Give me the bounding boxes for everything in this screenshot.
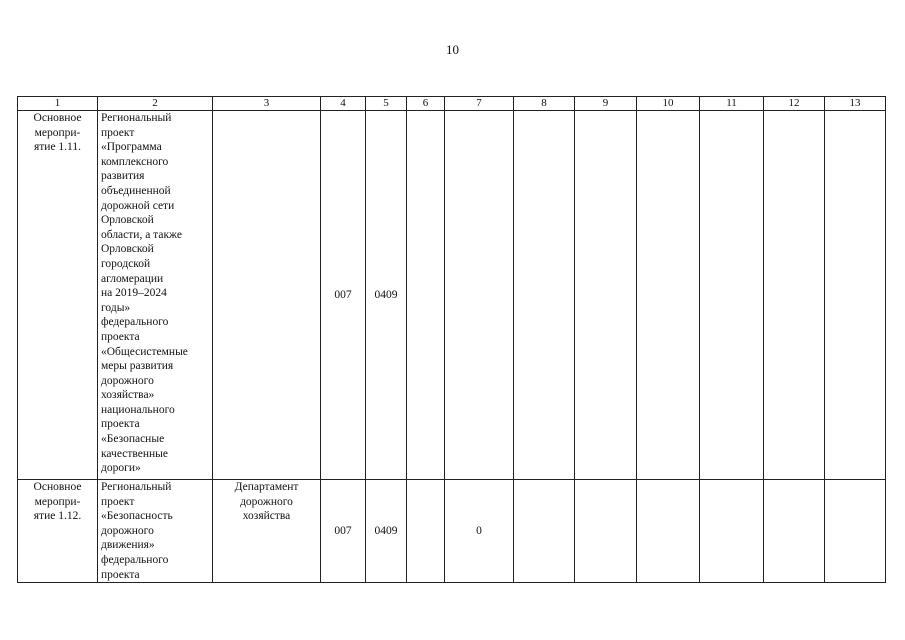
cell-text-line: «Безопасность xyxy=(101,510,173,523)
cell-text-line: области, а также xyxy=(101,228,182,241)
measure-name-cell xyxy=(18,480,98,583)
executor-cell xyxy=(213,111,321,480)
value-cell xyxy=(407,480,445,583)
empty-cell xyxy=(637,480,700,583)
cell-text-line: Региональный xyxy=(101,481,172,493)
column-header: 11 xyxy=(700,97,764,111)
header-row xyxy=(18,97,886,111)
executor-cell xyxy=(213,480,321,583)
column-header: 4 xyxy=(321,97,366,111)
cell-text-line: федерального xyxy=(101,316,169,329)
cell-text-line: хозяйства xyxy=(242,510,291,523)
section-cell: 0409 xyxy=(366,111,407,480)
code-cell: 007 xyxy=(321,480,366,583)
cell-text-line: Орловской xyxy=(101,243,154,256)
cell-text-line: федерального xyxy=(101,553,169,566)
column-header: 1 xyxy=(18,97,98,111)
empty-cell xyxy=(514,111,575,480)
page-number: 10 xyxy=(446,42,459,57)
cell-text-line: «Программа xyxy=(101,141,162,154)
measure-description-cell xyxy=(98,480,213,583)
cell-text-line: Основное xyxy=(33,481,82,493)
value-cell: 0 xyxy=(445,480,514,583)
cell-text-line: хозяйства» xyxy=(101,389,155,402)
cell-text-line: «Общесистемные xyxy=(101,345,188,358)
cell-text-line: проекта xyxy=(101,330,140,343)
measure-description-cell xyxy=(98,111,213,480)
cell-text-line: дорожной сети xyxy=(101,199,175,212)
cell-text-line: Орловской xyxy=(101,214,154,227)
value-cell xyxy=(407,111,445,480)
column-header: 7 xyxy=(445,97,514,111)
cell-text-line: национального xyxy=(101,403,175,416)
section-cell: 0409 xyxy=(366,480,407,583)
cell-text-line: комплексного xyxy=(101,155,169,168)
cell-text-line: ятие 1.11. xyxy=(33,141,82,154)
table-row xyxy=(18,480,886,583)
cell-text-line: агломерации xyxy=(101,272,164,285)
column-header: 13 xyxy=(825,97,886,111)
cell-text-line: «Безопасные xyxy=(101,433,165,446)
column-header: 12 xyxy=(764,97,825,111)
column-header: 9 xyxy=(575,97,637,111)
cell-text-line: Основное xyxy=(33,112,82,124)
cell-text-line: дорожного xyxy=(101,524,154,537)
cell-text-line: городской xyxy=(101,257,151,270)
code-cell: 007 xyxy=(321,111,366,480)
cell-text-line: Региональный xyxy=(101,112,172,124)
cell-text-line: на 2019–2024 xyxy=(101,287,167,300)
empty-cell xyxy=(764,111,825,480)
empty-cell xyxy=(700,480,764,583)
cell-text-line: проекта xyxy=(101,418,140,431)
measure-name-cell xyxy=(18,111,98,480)
value-cell xyxy=(445,111,514,480)
empty-cell xyxy=(514,480,575,583)
cell-text-line: меры развития xyxy=(101,360,174,373)
column-header: 3 xyxy=(213,97,321,111)
table-row xyxy=(18,111,886,480)
budget-table xyxy=(17,96,886,583)
cell-text-line: проекта xyxy=(101,568,140,581)
cell-text-line: качественные xyxy=(101,447,168,460)
column-header: 5 xyxy=(366,97,407,111)
cell-text-line: движения» xyxy=(101,539,155,552)
cell-text-line: дороги» xyxy=(101,462,141,475)
cell-text-line: проект xyxy=(101,126,135,139)
cell-text-line: дорожного xyxy=(240,495,293,508)
cell-text-line: объединенной xyxy=(101,184,171,197)
empty-cell xyxy=(575,480,637,583)
empty-cell xyxy=(575,111,637,480)
empty-cell xyxy=(825,111,886,480)
cell-text-line: дорожного xyxy=(101,374,154,387)
empty-cell xyxy=(637,111,700,480)
column-header: 10 xyxy=(637,97,700,111)
column-header: 2 xyxy=(98,97,213,111)
cell-text-line: развития xyxy=(101,170,145,183)
cell-text-line: ятие 1.12. xyxy=(33,510,82,523)
cell-text-line: меропри- xyxy=(34,126,81,139)
cell-text-line: проект xyxy=(101,495,135,508)
column-header: 8 xyxy=(514,97,575,111)
cell-text-line: годы» xyxy=(101,301,131,314)
empty-cell xyxy=(700,111,764,480)
cell-text-line: меропри- xyxy=(34,495,81,508)
empty-cell xyxy=(764,480,825,583)
cell-text-line: Департамент xyxy=(234,481,299,493)
empty-cell xyxy=(825,480,886,583)
column-header: 6 xyxy=(407,97,445,111)
